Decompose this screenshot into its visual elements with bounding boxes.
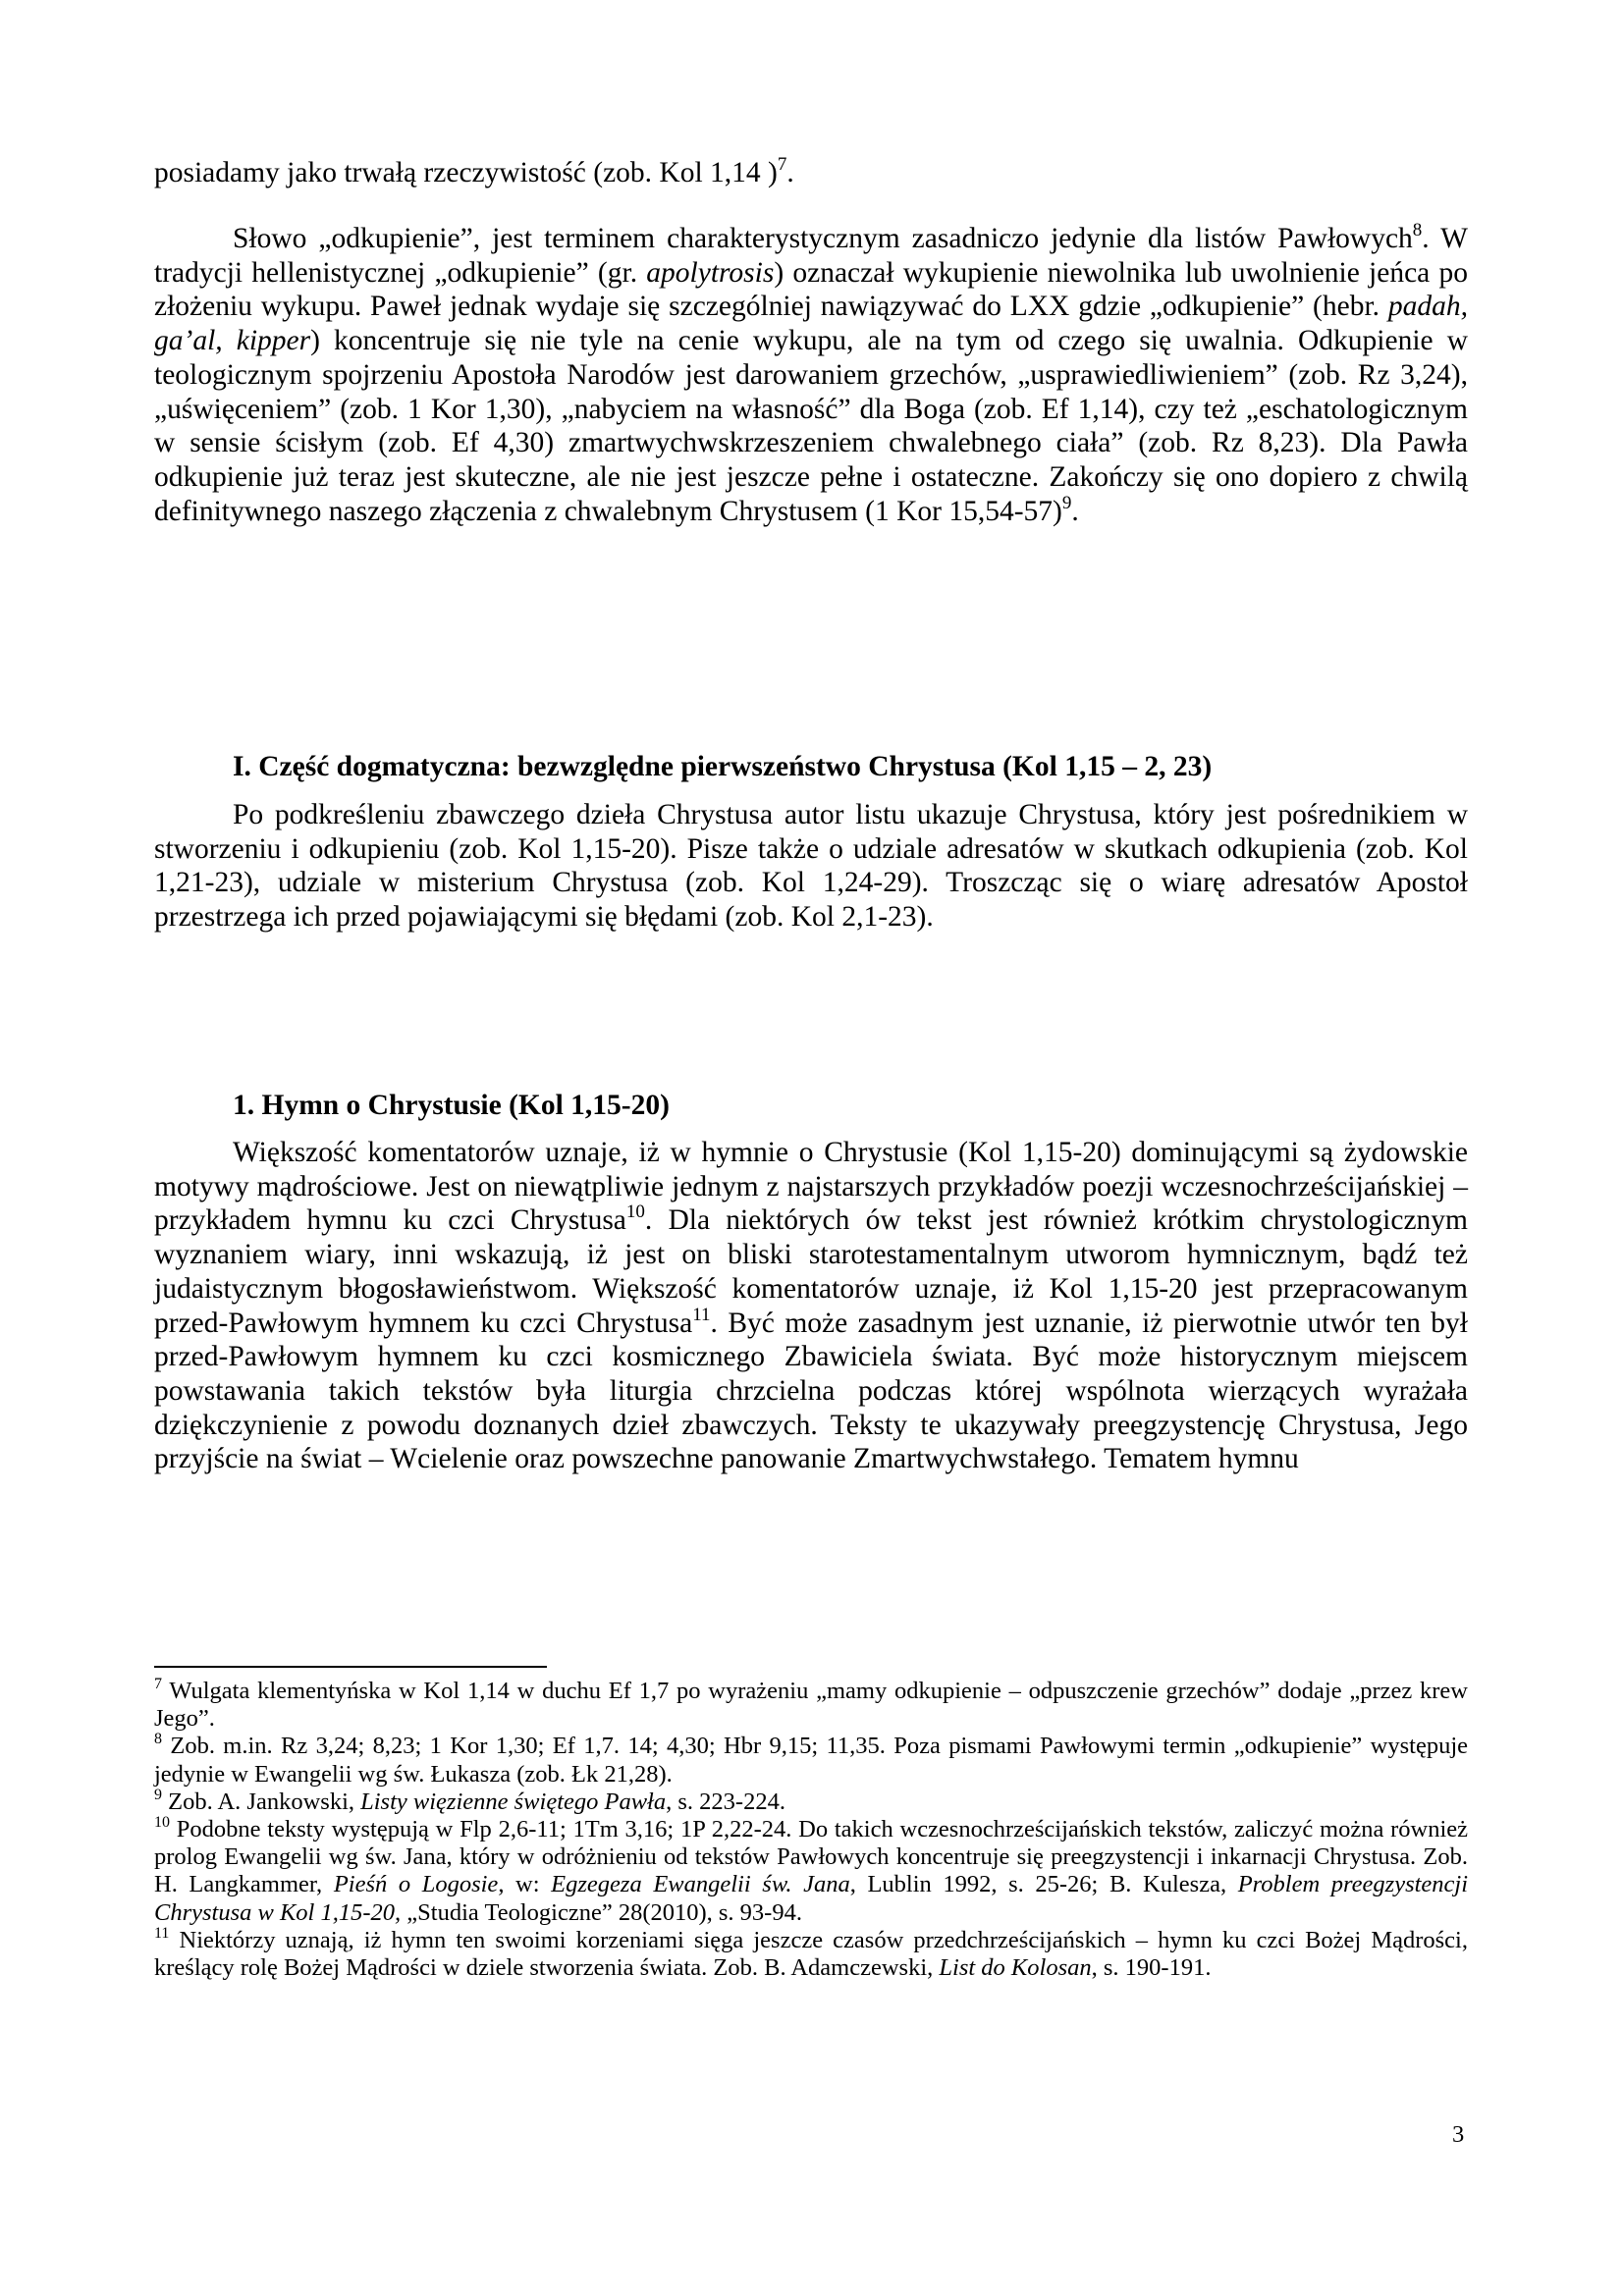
- footnote-text: Zob. m.in. Rz 3,24; 8,23; 1 Kor 1,30; Ef 1,7. 14; 4,30; Hbr 9,15; 11,35. Poza pismami Pawłowymi termin „odkupienie” występuje jedynie w Ewangelii wg św. Łukasza (zob. Łk 21,28).: [154, 1733, 1468, 1788]
- paragraph-text: Słowo „odkupienie”, jest terminem charakterystycznym zasadniczo jedynie dla listów Pawłowych: [233, 223, 1413, 254]
- article-title: Problem preegzystencji Chrystusa w Kol 1,15-20,: [154, 1871, 1469, 1926]
- paragraph-text: Większość komentatorów uznaje, iż w hymnie o Chrystusie (Kol 1,15-20) dominującymi są żydowskie motywy mądrościowe. Jest on niewątpliwie jednym z najstarszych przykładów poezji wczesnochrześcijańskiej – przykładem hymnu ku czci Chrystusa: [154, 1137, 1468, 1237]
- footnote-ref-9[interactable]: 9: [1061, 492, 1072, 513]
- footnote-number: 11: [154, 1924, 170, 1942]
- paragraph-text: . W tradycji hellenistycznej „odkupienie” (gr.: [154, 223, 1469, 289]
- page-number: 3: [1452, 2121, 1465, 2148]
- paragraph-text: .: [786, 157, 794, 188]
- book-title: Listy więzienne świętego Pawła: [360, 1788, 667, 1815]
- paragraph-text: .: [1071, 495, 1079, 527]
- footnote-9: [154, 1786, 1468, 1816]
- footnote-11: [154, 1924, 1468, 1982]
- paragraph-text: . Być może zasadnym jest uznanie, iż pierwotnie utwór ten był przed-Pawłowym hymnem ku czci kosmicznego Zbawiciela świata. Być może historycznym miejscem powstawania takich tekstów była liturgia chrzcielna podczas której wspólnota wierzących wyrażała dziękczynienie z powodu doznanych dzieł zbawczych. Teksty te ukazywały preegzystencję Chrystusa, Jego przyjście na świat – Wcielenie oraz powszechne panowanie Zmartwychwstałego. Tematem hymnu: [154, 1307, 1468, 1475]
- footnote-text: , Lublin 1992, s. 25-26; B. Kulesza,: [849, 1871, 1238, 1898]
- footnote-ref-8[interactable]: 8: [1412, 220, 1423, 240]
- footnote-text: Niektórzy uznają, iż hymn ten swoimi korzeniami sięga jeszcze czasów przedchrześcijańskich – hymn ku czci Bożej Mądrości, kreślący rolę Bożej Mądrości w dziele stworzenia świata. Zob. B. Adamczewski,: [154, 1926, 1468, 1982]
- italic-term: padah, ga’al, kipper: [154, 291, 1468, 357]
- book-title: Egzegeza Ewangelii św. Jana: [551, 1871, 850, 1898]
- footnote-10: [154, 1816, 1468, 1927]
- paragraph-text: posiadamy jako trwałą rzeczywistość (zob. Kol 1,14 ): [154, 157, 778, 188]
- footnote-text: Podobne teksty występują w Flp 2,6-11; 1Tm 3,16; 1P 2,22-24. Do takich wczesnochrześcijańskich tekstów, zaliczyć można również prolog Ewangelii wg św. Jana, który w odróżnieniu od tekstów Pawłowych koncentruje się preegzystencji i inkarnacji Chrystusa. Zob. H. Langkammer,: [154, 1816, 1468, 1898]
- footnote-text: „Studia Teologiczne” 28(2010), s. 93-94.: [401, 1898, 802, 1926]
- footnote-ref-7[interactable]: 7: [777, 154, 787, 175]
- footnote-text: Zob. A. Jankowski,: [162, 1788, 361, 1815]
- footnote-text: , s. 223-224.: [666, 1788, 785, 1815]
- book-title: Pieśń o Logosie: [333, 1871, 499, 1898]
- paragraph-text: ) koncentruje się nie tyle na cenie wykupu, ale na tym od czego się uwalnia. Odkupienie w teologicznym spojrzeniu Apostoła Narodów jest darowaniem grzechów, „usprawiedliwieniem” (zob. Rz 3,24), „uświęceniem” (zob. 1 Kor 1,30), „nabyciem na własność” dla Boga (zob. Ef 1,14), czy też „eschatologicznym w sensie ścisłym (zob. Ef 4,30) zmartwychwskrzeszeniem chwalebnego ciała” (zob. Rz 8,23). Dla Pawła odkupienie już teraz jest skuteczne, ale nie jest jeszcze pełne i ostateczne. Zakończy się ono dopiero z chwilą definitywnego naszego złączenia z chwalebnym Chrystusem (1 Kor 15,54-57): [154, 325, 1468, 527]
- footnote-ref-11[interactable]: 11: [692, 1304, 711, 1325]
- subsection-heading-hymn: 1. Hymn o Chrystusie (Kol 1,15-20): [233, 1090, 670, 1121]
- paragraph-text: Po podkreśleniu zbawczego dzieła Chrystusa autor listu ukazuje Chrystusa, który jest pośrednikiem w stworzeniu i odkupieniu (zob. Kol 1,15-20). Pisze także o udziale adresatów w skutkach odkupienia (zob. Kol 1,21-23), udziale w misterium Chrystusa (zob. Kol 1,24-29). Troszcząc się o wiarę adresatów Apostoł przestrzega ich przed pojawiającymi się błędami (zob. Kol 2,1-23).: [154, 799, 1468, 934]
- paragraph-text: . Dla niektórych ów tekst jest również krótkim chrystologicznym wyznaniem wiary, inni wskazują, iż jest on bliski starotestamentalnym utworom hymnicznym, bądź też judaistycznym błogosławieństwom. Większość komentatorów uznaje, iż Kol 1,15-20 jest przepracowanym przed-Pawłowym hymnem ku czci Chrystusa: [154, 1204, 1469, 1339]
- paragraph-text: ) oznaczał wykupienie niewolnika lub uwolnienie jeńca po złożeniu wykupu. Paweł jednak wydaje się szczególniej nawiązywać do LXX gdzie „odkupienie” (hebr.: [154, 256, 1468, 323]
- footnotes: [154, 1678, 1468, 1982]
- paragraph-odkupienie: [154, 222, 1468, 528]
- footnote-7: [154, 1678, 1468, 1733]
- footnote-ref-10[interactable]: 10: [625, 1201, 645, 1223]
- footnote-text: Wulgata klementyńska w Kol 1,14 w duchu Ef 1,7 po wyrażeniu „mamy odkupienie – odpuszczenie grzechów” dodaje „przez krew Jego”.: [154, 1678, 1468, 1733]
- footnote-number: 9: [154, 1786, 162, 1803]
- italic-term: apolytrosis: [646, 256, 775, 289]
- footnote-text: , w:: [498, 1871, 552, 1898]
- paragraph-hymn: [154, 1136, 1468, 1476]
- paragraph-intro-end: [154, 156, 1468, 190]
- paragraph-section-intro: [154, 798, 1468, 934]
- section-heading-dogmatic-part: I. Część dogmatyczna: bezwzględne pierwszeństwo Chrystusa (Kol 1,15 – 2, 23): [233, 751, 1213, 782]
- book-title: List do Kolosan: [939, 1954, 1092, 1982]
- footnote-number: 7: [154, 1676, 162, 1692]
- footnote-number: 10: [154, 1814, 170, 1832]
- footnote-text: , s. 190-191.: [1091, 1954, 1212, 1982]
- footnote-number: 8: [154, 1731, 162, 1748]
- footnote-separator: [154, 1666, 547, 1668]
- footnote-8: [154, 1733, 1468, 1788]
